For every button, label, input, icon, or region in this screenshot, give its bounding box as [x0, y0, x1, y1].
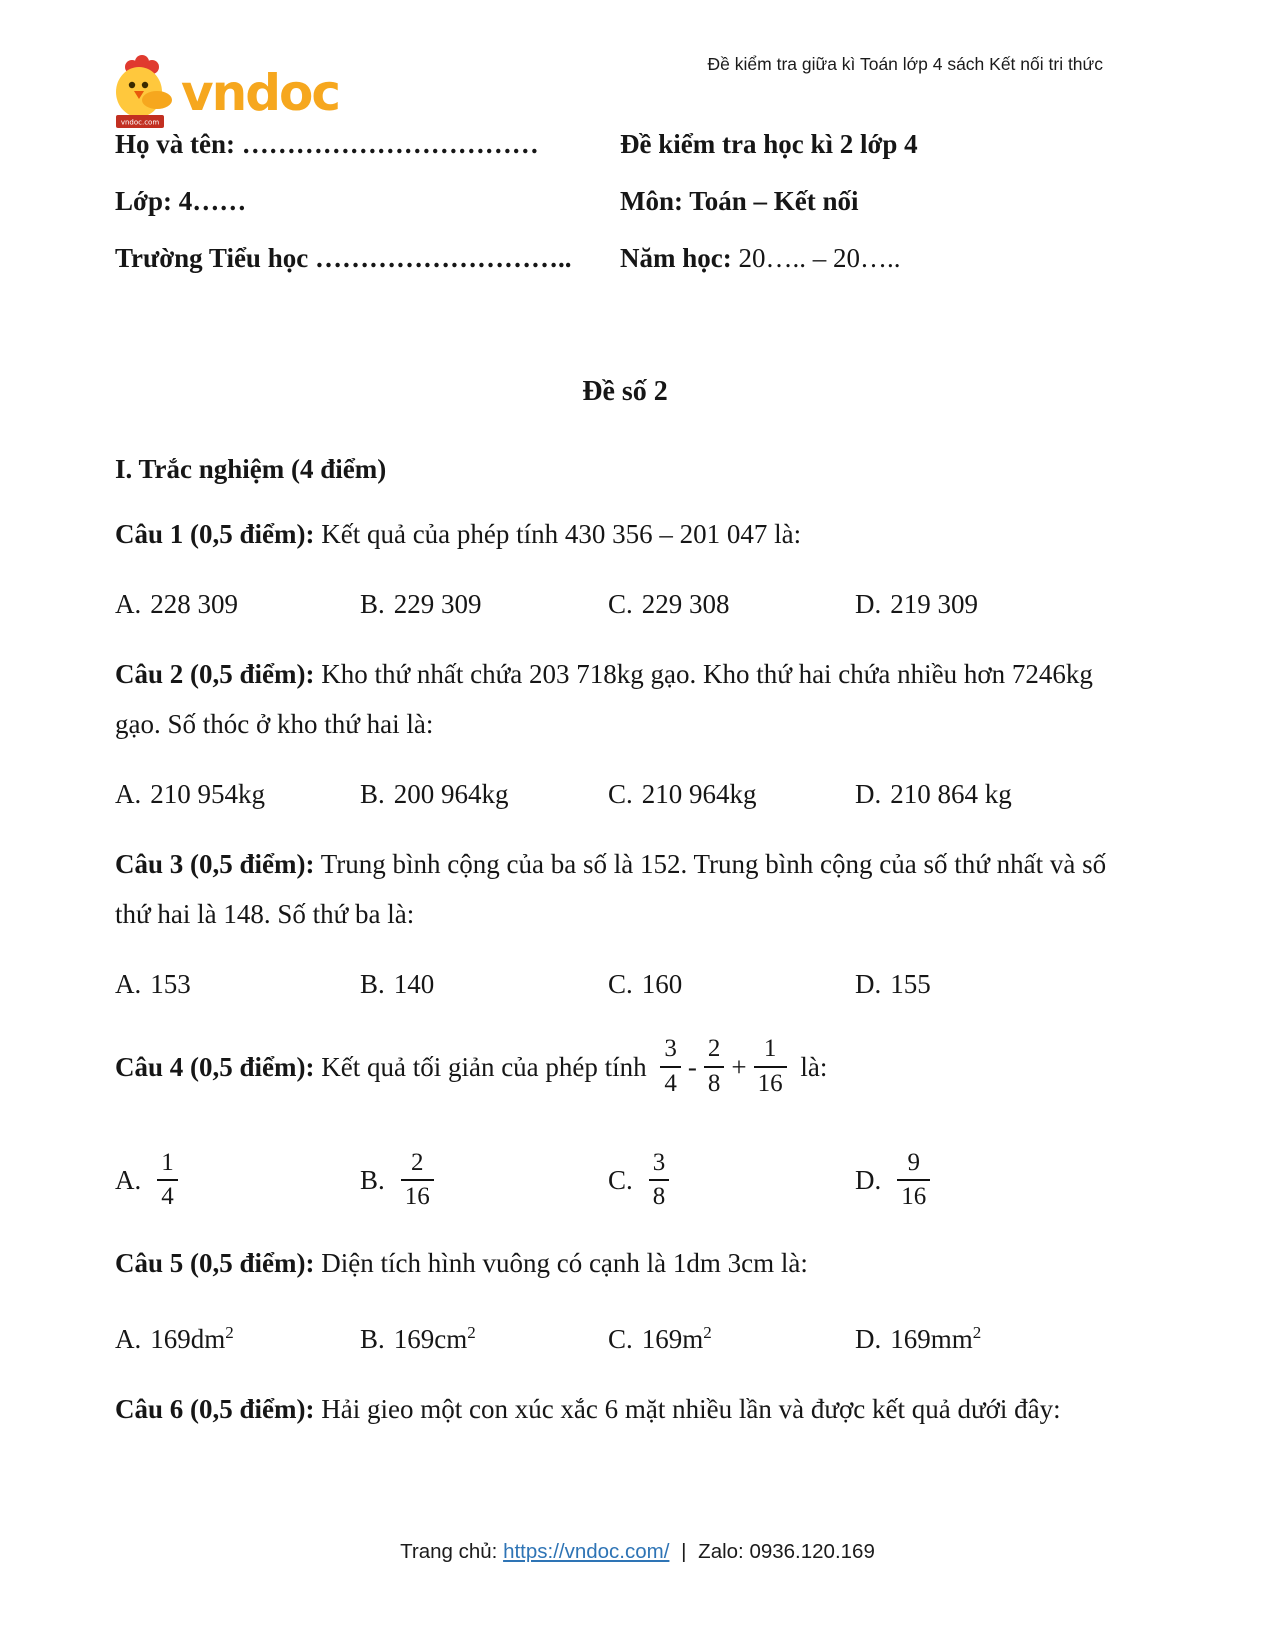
fraction-3-4: $\frac{3}{4}$ — [660, 1035, 681, 1099]
q3-option-a: A. 153 — [115, 969, 191, 999]
logo-text: vndoc — [181, 64, 339, 122]
exam-number-title: Đề số 2 — [582, 376, 668, 407]
fraction-option: $\frac{1}{4}$ — [157, 1149, 178, 1213]
question-5-text: Diện tích hình vuông có cạnh là 1dm 3cm là: — [321, 1248, 808, 1278]
name-dots: …………………………… — [241, 129, 539, 159]
school-row — [115, 242, 1135, 275]
chicken-mascot-icon — [112, 54, 176, 132]
school-field: Trường Tiểu học ……………………….. — [115, 243, 572, 273]
q1-option-d: D. 219 309 — [855, 589, 978, 619]
q2-option-a: A. 210 954kg — [115, 779, 265, 809]
q3-option-c: C. 160 — [608, 969, 683, 999]
fraction-option: $\frac{9}{16}$ — [897, 1149, 930, 1213]
year-field — [620, 242, 1135, 275]
name-label: Họ và tên: — [115, 129, 235, 159]
q4-option-d: D. $\frac{9}{16}$ — [855, 1149, 937, 1219]
question-6-label: Câu 6 (0,5 điểm): — [115, 1394, 315, 1424]
q5-option-d: D. $169mm^2$ — [855, 1323, 982, 1354]
question-5-options — [115, 1308, 1135, 1364]
question-2-text: Kho thứ nhất chứa 203 718kg gạo. Kho thứ hai chứa nhiều hơn 7246kg gạo. Số thóc ở kho thứ hai là: — [115, 659, 1093, 739]
year-label: Năm học: — [620, 243, 732, 273]
operator-minus: - — [687, 1051, 697, 1082]
question-5-label: Câu 5 (0,5 điểm): — [115, 1248, 315, 1278]
question-5 — [115, 1238, 1135, 1288]
question-1-label: Câu 1 (0,5 điểm): — [115, 519, 315, 549]
question-2-label: Câu 2 (0,5 điểm): — [115, 659, 315, 689]
q5-option-a: A. $169dm^2$ — [115, 1323, 234, 1354]
question-2 — [115, 649, 1135, 749]
document-body — [115, 128, 1135, 1434]
q4-option-b: B. $\frac{2}{16}$ — [360, 1149, 608, 1219]
question-3-options — [115, 959, 1135, 1009]
q1-option-b: B. 229 309 — [360, 589, 482, 619]
question-1-options — [115, 579, 1135, 629]
q3-option-d: D. 155 — [855, 969, 931, 999]
svg-text:vndoc.com: vndoc.com — [120, 118, 160, 127]
fraction-option: $\frac{3}{8}$ — [649, 1149, 670, 1213]
header-note: Đề kiểm tra giữa kì Toán lớp 4 sách Kết nối tri thức — [707, 54, 1103, 74]
class-row — [115, 185, 1135, 218]
question-4-options — [115, 1149, 1135, 1219]
q2-option-d: D. 210 864 kg — [855, 779, 1012, 809]
q3-option-b: B. 140 — [360, 969, 435, 999]
q1-option-c: C. 229 308 — [608, 589, 730, 619]
fraction-2-8: $\frac{2}{8}$ — [704, 1035, 725, 1099]
exam-title: Đề kiểm tra học kì 2 lớp 4 — [620, 129, 918, 159]
homepage-link[interactable]: https://vndoc.com/ — [503, 1540, 670, 1563]
q1-option-a: A. 228 309 — [115, 589, 238, 619]
name-row — [115, 128, 1135, 161]
question-6 — [115, 1384, 1135, 1434]
q2-option-c: C. 210 964kg — [608, 779, 757, 809]
question-6-text: Hải gieo một con xúc xắc 6 mặt nhiều lần và được kết quả dưới đây: — [321, 1394, 1061, 1424]
footer-separator: | — [681, 1540, 687, 1563]
q2-option-b: B. 200 964kg — [360, 779, 509, 809]
footer-zalo: Zalo: 0936.120.169 — [698, 1540, 875, 1563]
question-4-label: Câu 4 (0,5 điểm): — [115, 1051, 315, 1082]
question-3-label: Câu 3 (0,5 điểm): — [115, 849, 315, 879]
part1-title: I. Trắc nghiệm (4 điểm) — [115, 454, 387, 484]
operator-plus: + — [731, 1051, 747, 1082]
question-4 — [115, 1035, 1135, 1105]
q4-option-a: A. $\frac{1}{4}$ — [115, 1149, 360, 1219]
name-field — [115, 128, 620, 161]
subject-field: Môn: Toán – Kết nối — [620, 186, 859, 216]
question-3 — [115, 839, 1135, 939]
class-field: Lớp: 4…… — [115, 186, 247, 216]
question-1 — [115, 509, 1135, 559]
fraction-option: $\frac{2}{16}$ — [401, 1149, 434, 1213]
question-3-text: Trung bình cộng của ba số là 152. Trung bình cộng của số thứ nhất và số thứ hai là 148. Số thứ ba là: — [115, 849, 1107, 929]
year-value: 20….. – 20….. — [738, 243, 901, 273]
page-footer — [0, 1540, 1275, 1564]
vndoc-logo — [112, 54, 339, 132]
question-4-text-after: là: — [800, 1051, 828, 1082]
fraction-1-16: $\frac{1}{16}$ — [754, 1035, 787, 1099]
question-4-text: Kết quả tối giản của phép tính — [321, 1051, 647, 1082]
q5-option-b: B. $169cm^2$ — [360, 1323, 476, 1354]
question-2-options — [115, 769, 1135, 819]
q5-option-c: C. $169m^2$ — [608, 1323, 712, 1354]
footer-prefix: Trang chủ: — [400, 1540, 498, 1563]
q4-option-c: C. $\frac{3}{8}$ — [608, 1149, 855, 1219]
question-1-text: Kết quả của phép tính 430 356 – 201 047 là: — [321, 519, 802, 549]
